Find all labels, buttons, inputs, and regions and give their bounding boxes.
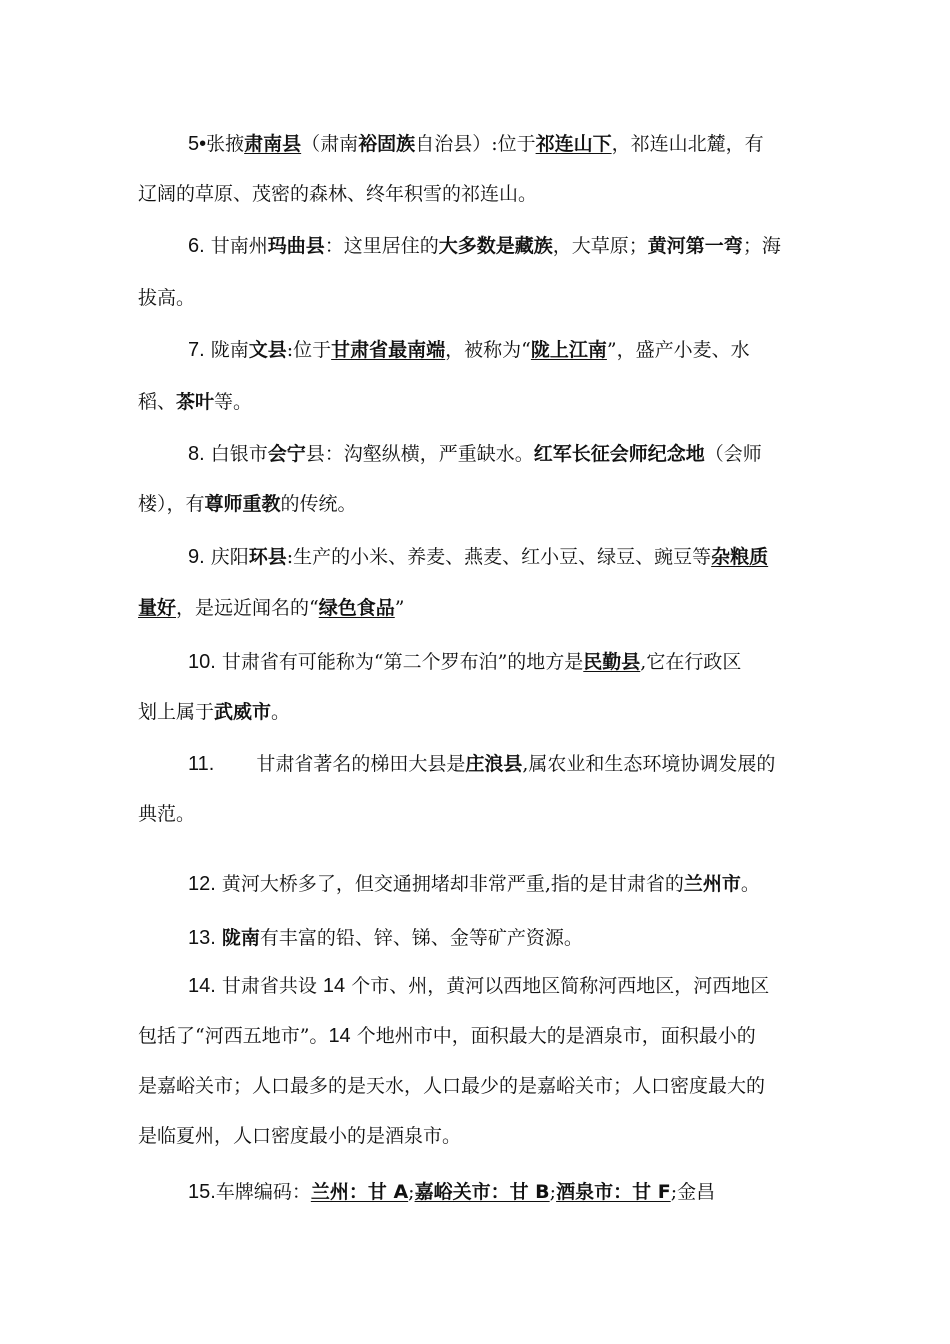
text-segment: ”，盛产小麦、水 [606,339,750,361]
text-segment: 划上属于 [138,701,215,723]
text-segment: 县：沟壑纵横，严重缺水。 [305,443,534,465]
item-14-line-4 [138,1122,818,1150]
text-segment: 民勤县 [583,651,641,673]
item-number: 5• [188,133,207,155]
text-segment: 杂粮质 [711,546,769,568]
text-segment: ，祁连山北麓，有 [611,133,764,155]
text-segment: 14 [322,975,346,997]
text-segment: 个地州市中，面积最大的是酒泉市，面积最小的 [350,1025,756,1047]
text-segment: 黄河第一弯 [647,235,743,257]
text-segment: 是嘉峪关市；人口最多的是天水，人口最少的是嘉峪关市；人口密度最大的 [138,1075,766,1097]
item-number: 14. [188,975,216,997]
text-segment: 张掖 [206,133,245,155]
item-9-line-1 [188,543,868,571]
item-14-line-3 [138,1072,818,1100]
text-segment: ，被称为“ [445,339,531,361]
text-segment: 自治县）:位于 [415,133,536,155]
text-segment: 兰州市 [683,873,741,895]
text-segment: 红军长征会师纪念地 [533,443,705,465]
text-segment: 包括了“河西五地市”。 [138,1025,329,1047]
text-segment: 个市、州，黄河以西地区简称河西地区，河西地区 [345,975,770,997]
text-segment: 环县 [248,546,287,568]
text-segment: 陇南 [204,339,249,361]
text-segment: 兰州：甘 A [310,1181,409,1203]
item-14-line-2 [138,1022,818,1050]
text-segment: 楼），有 [138,493,205,515]
item-number: 13. [188,927,216,949]
item-6-line-1 [188,232,868,260]
item-10-line-1 [188,648,868,676]
text-segment: 茶叶 [176,391,215,413]
item-15-line-1 [188,1178,868,1206]
text-segment: ：这里居住的 [324,235,439,257]
item-12-line-1 [188,870,868,898]
item-7-line-1 [188,336,868,364]
text-segment: （会师 [704,443,762,465]
text-segment: 稻、 [138,391,177,413]
text-segment: 祁连山下 [535,133,612,155]
text-segment: 是临夏州，人口密度最小的是酒泉市。 [138,1125,462,1147]
text-segment: ; [408,1181,415,1203]
text-segment: 甘肃省共设 [215,975,323,997]
text-segment: 庄浪县 [465,753,523,775]
item-number: 6. [188,235,205,257]
text-segment: 会宁 [267,443,306,465]
text-segment: 14 [328,1025,351,1047]
text-segment: 有丰富的铅、锌、锑、金等矿产资源。 [259,927,583,949]
text-segment: ，大草原； [552,235,648,257]
text-segment: 车牌编码： [215,1181,311,1203]
text-segment: 甘肃省著名的梯田大县是 [256,753,466,775]
text-segment: 量好 [138,597,177,619]
text-segment: 嘉峪关市：甘 B [414,1181,550,1203]
item-14-line-1 [188,972,868,1000]
item-number: 9. [188,546,205,568]
text-segment: :生产的小米、养麦、燕麦、红小豆、绿豆、豌豆等 [286,546,712,568]
text-segment: 裕固族 [358,133,416,155]
item-8-line-2 [138,490,818,518]
item-7-line-2 [138,388,818,416]
text-segment: ；海 [742,235,781,257]
text-segment: 绿色食品 [318,597,395,619]
text-segment: 甘肃省最南端 [331,339,446,361]
text-segment: 甘肃省有可能称为“第二个罗布泊”的地方是 [215,651,584,673]
item-number: 8. [188,443,205,465]
text-segment: 等。 [214,391,253,413]
text-segment: 陇南 [221,927,260,949]
item-11-line-1 [188,750,868,778]
item-13-line-1 [188,924,868,952]
text-segment: ,属农业和生态环境协调发展的 [522,753,776,775]
text-segment: :位于 [286,339,332,361]
text-segment: 。 [740,873,760,895]
text-segment: 拔高。 [138,287,196,309]
text-segment: 。 [271,701,291,723]
text-segment: 玛曲县 [267,235,325,257]
text-segment: 的传统。 [280,493,357,515]
item-number: 7. [188,339,205,361]
item-number: 12. [188,873,216,895]
text-segment: 庆阳 [204,546,249,568]
text-segment: 辽阔的草原、茂密的森林、终年积雪的祁连山。 [138,183,538,205]
item-5-line-1 [188,130,868,158]
item-8-line-1 [188,440,868,468]
item-9-line-2 [138,594,818,622]
text-segment: 酒泉市：甘 F [556,1181,671,1203]
text-segment: （肃南 [301,133,359,155]
item-number: 11. [188,753,215,775]
text-segment: 肃南县 [244,133,302,155]
item-6-line-2 [138,284,818,312]
text-segment: 典范。 [138,803,196,825]
text-segment: 甘南州 [204,235,268,257]
text-segment: 白银市 [204,443,268,465]
text-segment: ; [549,1181,557,1203]
text-segment: 大多数是藏族 [438,235,553,257]
item-number: 10. [188,651,216,673]
text-segment: ，是远近闻名的“ [176,597,319,619]
item-number: 15. [188,1181,216,1203]
item-11-line-2 [138,800,818,828]
text-segment: 尊师重教 [204,493,281,515]
text-segment: ;金昌 [670,1181,716,1203]
text-segment: ” [394,597,405,619]
item-10-line-2 [138,698,818,726]
item-5-line-2 [138,180,818,208]
text-segment: 武威市 [214,701,272,723]
text-segment: 陇上江南 [530,339,607,361]
text-segment: 黄河大桥多了，但交通拥堵却非常严重,指的是甘肃省的 [215,873,684,895]
text-segment: 文县 [248,339,287,361]
text-segment: ,它在行政区 [640,651,742,673]
